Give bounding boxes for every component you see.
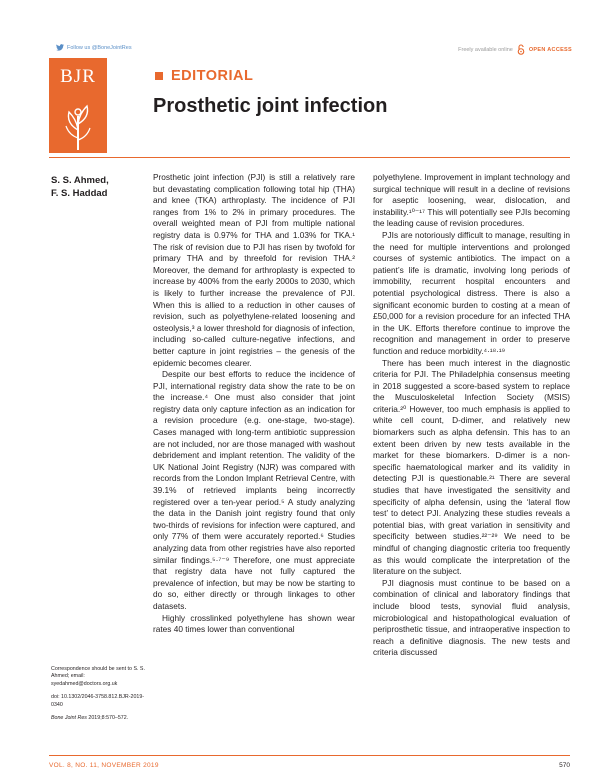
- open-access-badge: [458, 44, 572, 55]
- correspondence-note: [51, 666, 146, 722]
- twitter-follow-link[interactable]: [56, 44, 132, 51]
- section-marker-icon: [155, 72, 163, 80]
- correspondence-text: Correspondence should be sent to S. S. Ahmed; email: syedahmed@doctors.org.uk: [51, 666, 145, 687]
- journal-logo: [49, 58, 107, 153]
- footer-divider: [49, 755, 570, 756]
- paragraph: PJIs are notoriously difficult to manage, resulting in the need for multiple interventions and prolonged courses of systemic antibiotics. The impact on a patient’s life is dramatic, involving long periods of immobility, recurrent hospital encounters and potential psychological distress. There is also a significant economic burden to costing at a mean of £50,000 for a revision procedure for an infected THA in the UK. Efforts therefore continue to improve the recognition and management in order to preserve function and reduce morbidity.⁴·¹⁸·¹⁹: [373, 229, 570, 356]
- twitter-handle: Follow us @BoneJointRes: [67, 44, 132, 51]
- author-name: F. S. Haddad: [51, 188, 108, 199]
- logo-text: BJR: [60, 66, 96, 87]
- bone-sprout-icon: [53, 96, 103, 150]
- issue-info: VOL. 8, NO. 11, NOVEMBER 2019: [49, 762, 159, 769]
- body-column-left: [153, 172, 355, 767]
- paragraph: There has been much interest in the diagnostic criteria for PJI. The Philadelphia consensus meeting in 2018 suggested a score-based system to replace the Musculoskeletal Infection Society (MSIS) criteria.²⁰ However, too much emphasis is applied to white cell count, D-dimer, and relatively new biomarkers such as alpha defensin. This has to an extent been driven by new tests available in the market for these biomarkers. D-dimer is a non-specific haematological marker and its validity in detecting PJI is questionable.²¹ There are several studies that have investigated the sensitivity and specificity of alpha defensin, using the ‘lateral flow test’ to detect PJI. Analyzing these studies reveals a potential bias, with great variation in sensitivity and specificity between studies.²²⁻²⁹ We need to be mindful of changing diagnostic criteria too frequently as this would complicate the interpretation of the literature on the subject.: [373, 357, 570, 577]
- open-lock-icon: [517, 44, 525, 55]
- page-number: 570: [559, 762, 570, 769]
- author-list: [51, 174, 109, 200]
- body-column-right: [373, 172, 570, 767]
- section-label: [155, 68, 253, 84]
- paragraph: Prosthetic joint infection (PJI) is still a relatively rare but devastating complication following total hip (THA) and knee (TKA) arthroplasty. The incidence of PJI ranges from 1% to 2% in primary procedures. The overall weighted mean of PJI from multiple national registry data is 0.97% for THA and 1.03% for TKA.¹ The risk of revision due to PJI has risen by twofold for primary THA and by threefold for revision THA.² Moreover, the demand for arthroplasty is expected to increase by 400% from the early 2000s to 2030, which is likely to further increase the prevalence of PJI. When this is allied to a reduction in other causes of revision, such as polyethylene-related loosening and osteolysis,³ a lower threshold for diagnosis of infection, including so-called culture-negative infections, and better capture in joint registries – the genesis of the epidemic becomes clearer.: [153, 172, 355, 368]
- header-divider: [49, 157, 570, 158]
- paragraph: Despite our best efforts to reduce the incidence of PJI, international registry data show the rate to be on the increase.⁴ One must also consider that joint registry data only capture infection as an indication for a revision procedure (e.g. one-stage, two-stage). Cases managed with long-term antibiotic suppression are not included, nor are those managed with washout debridement and implant retention. The validity of the UK National Joint Registry (NJR) was compared with records from the London Implant Retrieval Centre, with 39.1% of retrieved implants being incorrectly registered over a ten-year period.⁵ A study analyzing the data in the Danish joint registry found that only two-thirds of revisions for infection were captured, and only 77% of them were accurately reported.⁶ Studies analyzing data from other registries have also reported similar findings.⁵·⁷⁻⁹ Therefore, one must appreciate that registry data have not fully captured the prevalence of infection, but may be now be starting to do so, either directly or through linkages to other datasets.: [153, 369, 355, 611]
- citation: [51, 715, 146, 722]
- article-title: Prosthetic joint infection: [153, 95, 388, 117]
- paragraph: PJI diagnosis must continue to be based on a combination of clinical and laboratory findings that include blood tests, synovial fluid analysis, microbiological and histopathological evaluation of periprosthetic tissue, and intraoperative inspection to reach a definitive diagnosis. The new tests and criteria discussed: [373, 577, 570, 658]
- citation-details: 2019;8:570–572.: [86, 715, 129, 722]
- citation-journal: Bone Joint Res: [51, 715, 87, 722]
- doi-text[interactable]: doi: 10.1302/2046-3758.812.BJR-2019-0340: [51, 694, 145, 708]
- paragraph: polyethylene. Improvement in implant technology and surgical technique will result in a decline of revisions for aseptic loosening, wear, dislocation, and instability.¹⁰⁻¹⁷ This will potentially see PJIs becoming the leading cause of revision procedures.: [373, 172, 570, 229]
- paragraph: Highly crosslinked polyethylene has shown wear rates 40 times lower than conventional: [153, 612, 355, 635]
- access-note: Freely available online: [458, 46, 513, 53]
- section-label-text: EDITORIAL: [171, 68, 254, 84]
- author-name: S. S. Ahmed,: [51, 175, 109, 186]
- open-access-label: OPEN ACCESS: [528, 46, 572, 53]
- twitter-bird-icon: [56, 44, 64, 51]
